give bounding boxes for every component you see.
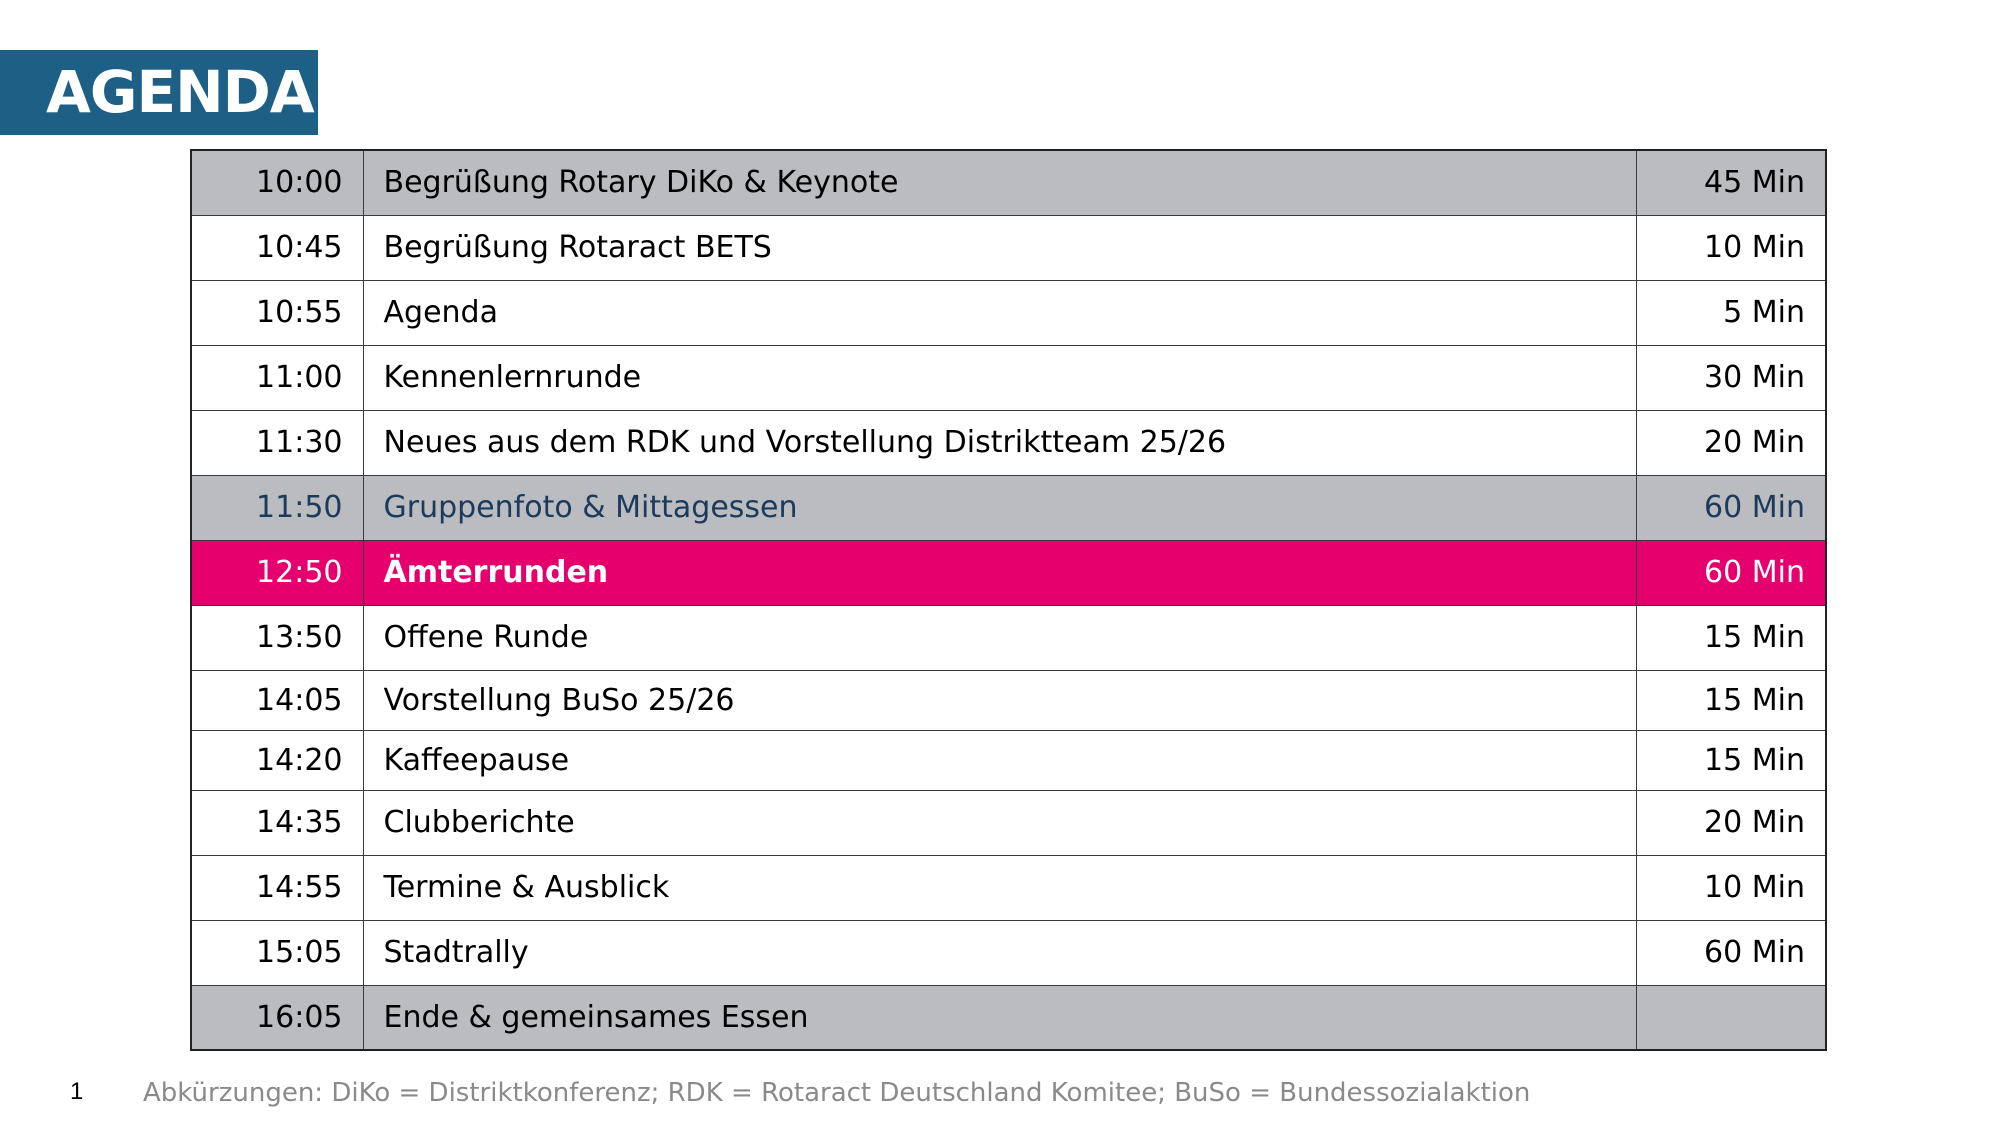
agenda-duration: 15 Min: [1636, 670, 1826, 730]
agenda-topic: Neues aus dem RDK und Vorstellung Distriktteam 25/26: [363, 410, 1636, 475]
agenda-topic: Begrüßung Rotaract BETS: [363, 215, 1636, 280]
agenda-topic: Termine & Ausblick: [363, 855, 1636, 920]
agenda-duration: 30 Min: [1636, 345, 1826, 410]
agenda-row: [191, 670, 1826, 730]
agenda-row: [191, 605, 1826, 670]
agenda-time: 14:05: [191, 670, 363, 730]
agenda-time: 11:50: [191, 475, 363, 540]
agenda-time: 16:05: [191, 985, 363, 1050]
agenda-table-body: [191, 150, 1826, 1050]
agenda-time: 14:55: [191, 855, 363, 920]
agenda-time: 11:00: [191, 345, 363, 410]
agenda-duration: 20 Min: [1636, 790, 1826, 855]
agenda-time: 15:05: [191, 920, 363, 985]
agenda-duration: 60 Min: [1636, 540, 1826, 605]
agenda-row: [191, 855, 1826, 920]
agenda-duration: 10 Min: [1636, 215, 1826, 280]
agenda-row: [191, 790, 1826, 855]
agenda-row: [191, 920, 1826, 985]
agenda-row: [191, 280, 1826, 345]
agenda-time: 14:35: [191, 790, 363, 855]
agenda-duration: 10 Min: [1636, 855, 1826, 920]
page-title: AGENDA: [0, 50, 318, 135]
agenda-duration: 60 Min: [1636, 920, 1826, 985]
agenda-row: [191, 985, 1826, 1050]
agenda-row: [191, 410, 1826, 475]
agenda-row: [191, 475, 1826, 540]
agenda-duration: 5 Min: [1636, 280, 1826, 345]
agenda-topic: Ende & gemeinsames Essen: [363, 985, 1636, 1050]
agenda-time: 13:50: [191, 605, 363, 670]
agenda-topic: Ämterrunden: [363, 540, 1636, 605]
page-number: 1: [70, 1078, 84, 1105]
agenda-time: 10:00: [191, 150, 363, 215]
agenda-duration: 15 Min: [1636, 605, 1826, 670]
agenda-topic: Offene Runde: [363, 605, 1636, 670]
agenda-row: [191, 215, 1826, 280]
agenda-duration: 20 Min: [1636, 410, 1826, 475]
agenda-topic: Gruppenfoto & Mittagessen: [363, 475, 1636, 540]
abbreviations-footnote: Abkürzungen: DiKo = Distriktkonferenz; RDK = Rotaract Deutschland Komitee; BuSo = Bundessozialaktion: [143, 1078, 1531, 1108]
agenda-topic: Agenda: [363, 280, 1636, 345]
agenda-time: 11:30: [191, 410, 363, 475]
agenda-row: [191, 150, 1826, 215]
agenda-row: [191, 540, 1826, 605]
agenda-time: 12:50: [191, 540, 363, 605]
agenda-time: 10:55: [191, 280, 363, 345]
agenda-topic: Kaffeepause: [363, 730, 1636, 790]
agenda-topic: Begrüßung Rotary DiKo & Keynote: [363, 150, 1636, 215]
agenda-duration: 60 Min: [1636, 475, 1826, 540]
agenda-table: [190, 149, 1827, 1051]
agenda-duration: 15 Min: [1636, 730, 1826, 790]
agenda-topic: Stadtrally: [363, 920, 1636, 985]
agenda-row: [191, 345, 1826, 410]
agenda-duration: [1636, 985, 1826, 1050]
agenda-topic: Kennenlernrunde: [363, 345, 1636, 410]
agenda-duration: 45 Min: [1636, 150, 1826, 215]
agenda-topic: Vorstellung BuSo 25/26: [363, 670, 1636, 730]
agenda-row: [191, 730, 1826, 790]
agenda-time: 14:20: [191, 730, 363, 790]
agenda-topic: Clubberichte: [363, 790, 1636, 855]
agenda-time: 10:45: [191, 215, 363, 280]
